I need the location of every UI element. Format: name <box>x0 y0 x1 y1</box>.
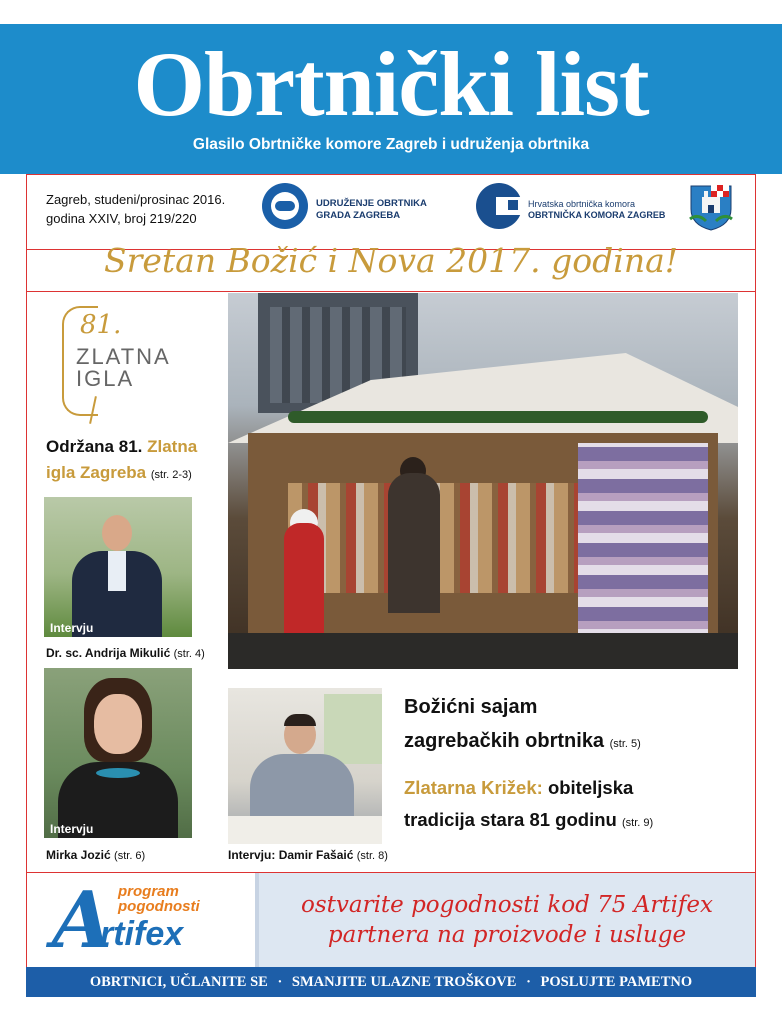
issue-number: godina XXIV, broj 219/220 <box>46 211 197 226</box>
footer-item-costs: SMANJITE ULAZNE TROŠKOVE <box>291 974 517 990</box>
caption-mikulic[interactable]: Dr. sc. Andrija Mikulić (str. 4) <box>46 646 205 660</box>
photo-damir-fasaic <box>228 688 382 844</box>
photo-andrija-mikulic <box>44 497 192 637</box>
greeting-bottom-rule <box>26 291 756 292</box>
artifex-logo-initial: A <box>52 875 113 966</box>
zlatna-igla-number: 81. <box>80 310 122 340</box>
masthead-subtitle: Glasilo Obrtničke komore Zagreb i udruženja obrtnika <box>192 136 590 153</box>
artifex-ad-text: ostvarite pogodnosti kod 75 Artifex partnera na proizvode i usluge <box>300 892 714 948</box>
hok-name: Hrvatska obrtnička komora OBRTNIČKA KOMORA ZAGREB <box>528 199 666 220</box>
photo-mirka-jozic <box>44 668 192 838</box>
frame-top-rule <box>26 174 756 175</box>
issue-info <box>46 190 225 228</box>
photo-christmas-market <box>228 293 738 669</box>
caption-fasaic[interactable]: Intervju: Damir Fašaić (str. 8) <box>228 848 388 862</box>
holiday-greeting: Sretan Božić i Nova 2017. godina! <box>103 241 679 280</box>
footer-item-join: OBRTNICI, UČLANITE SE <box>89 974 268 990</box>
issue-date: Zagreb, studeni/prosinac 2016. <box>46 192 226 207</box>
interview-label: Intervju <box>50 822 94 836</box>
footer-item-smart: POSLUJTE PAMETNO <box>540 974 693 990</box>
artifex-program-line1: program <box>118 883 179 900</box>
artifex-program-line2: pogodnosti <box>118 898 200 915</box>
udruzenje-logo-icon <box>262 183 308 229</box>
artifex-logo-wordmark: rtifex <box>100 915 184 953</box>
zlatna-igla-logo-line1: ZLATNA <box>76 344 171 369</box>
masthead <box>0 24 782 174</box>
zlatna-igla-headline[interactable]: Održana 81. Zlatna igla Zagreba (str. 2-3) <box>46 437 198 482</box>
headline-bozicni-sajam[interactable]: Božićni sajam zagrebačkih obrtnika (str. 5) <box>404 696 641 752</box>
interview-label: Intervju <box>50 621 94 635</box>
footer-separator: · <box>277 974 283 990</box>
zlatna-igla-logo-line2: IGLA <box>76 366 135 391</box>
masthead-title: Obrtnički list <box>133 33 649 135</box>
udruzenje-name: UDRUŽENJE OBRTNIKA GRADA ZAGREBA <box>316 198 427 221</box>
hok-logo-icon <box>476 183 522 229</box>
footer-separator: · <box>526 974 531 990</box>
zagreb-coat-of-arms-icon <box>688 183 734 231</box>
footer-banner <box>26 967 756 997</box>
caption-jozic[interactable]: Mirka Jozić (str. 6) <box>46 848 146 862</box>
headline-zlatarna-krizek[interactable]: Zlatarna Križek: obiteljska tradicija stara 81 godinu (str. 9) <box>404 777 654 830</box>
